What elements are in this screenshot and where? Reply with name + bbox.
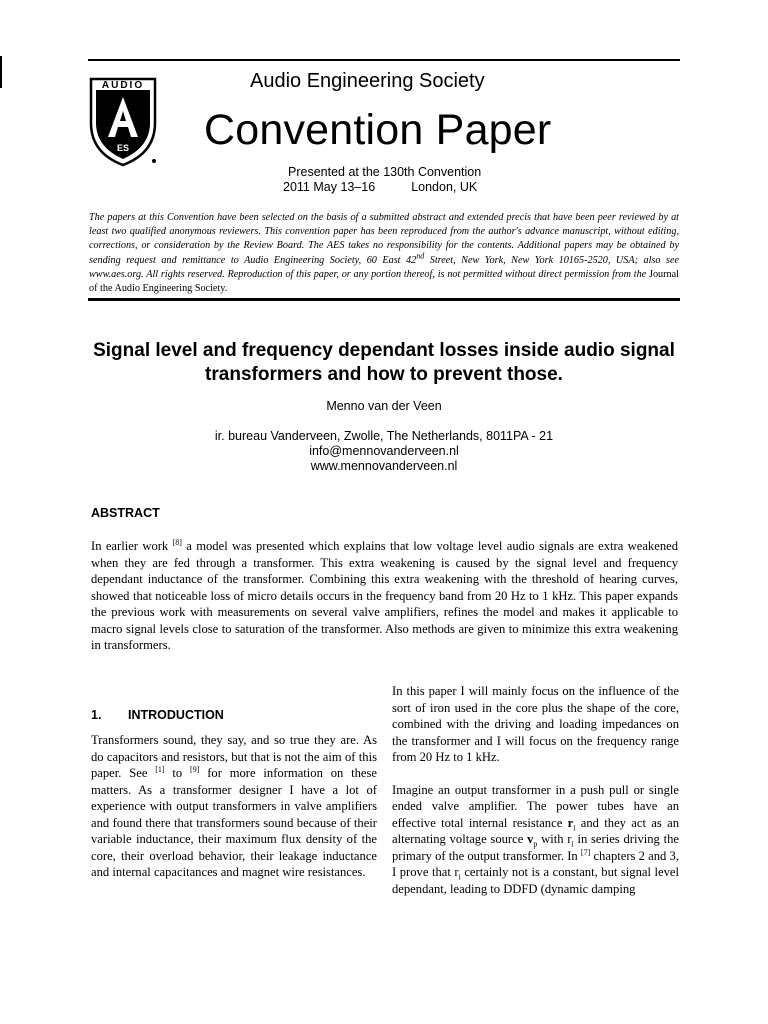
subscript-i-2: i: [571, 839, 574, 849]
section-title: INTRODUCTION: [128, 708, 224, 722]
disclaimer-text-2: Street, New York, New York 10165-2520, USA; also see www.aes.org. All rights reserved. Reproduction of this paper, or any portion thereof, is not permitted without direct permission from the: [89, 254, 679, 280]
citation-ref-9: [9]: [190, 764, 200, 774]
abstract-body: [91, 538, 678, 654]
rp2-text-e: chapters 2 and 3, I prove that r: [392, 848, 679, 879]
rp2-text-d: in series driving the primary of the output transformer. In: [392, 832, 679, 863]
citation-ref-7: [7]: [580, 847, 591, 857]
disclaimer-journal: Journal of the Audio Engineering Society.: [89, 268, 679, 295]
rp2-text-a: Imagine an output transformer in a push pull or single ended valve amplifier. The power tubes have an effective total internal resistance: [392, 782, 679, 830]
logo-text-bottom: ES: [116, 143, 130, 153]
intro-text-3: for more information on these matters. As a transformer designer I have a lot of experience with output transformers in valve amplifiers and found there that transformers sound because of their variable inductance, their maximum flux density of the core, their overload behavior, their leakage inductance and internal capacitances and magnet wire resistances.: [91, 766, 377, 879]
left-column: [91, 732, 377, 881]
convention-location: London, UK: [411, 180, 478, 194]
header-bottom-rule: [88, 298, 680, 301]
subscript-p: p: [533, 839, 538, 849]
aes-logo: [88, 75, 158, 167]
rp2-text-b: and they act as an alternating voltage source: [392, 815, 680, 846]
citation-ref-1: [1]: [155, 764, 165, 774]
right-paragraph-1: In this paper I will mainly focus on the influence of the sort of iron used in the core plus the shape of the core, combined with the driving and loading impedances on the transformer and I will focus on the frequency range from 20 Hz to 1 kHz.: [392, 684, 679, 764]
symbol-v: v: [527, 832, 534, 846]
top-rule: [88, 59, 680, 61]
citation-ref-8: [8]: [172, 537, 182, 547]
subscript-i: i: [573, 823, 576, 833]
abstract-text-1: In earlier work: [91, 539, 173, 553]
page-edge-mark: [0, 56, 2, 88]
symbol-r: r: [567, 815, 574, 830]
section-heading-introduction: [91, 708, 224, 722]
author-name: Menno van der Veen: [326, 399, 442, 413]
convention-paper-title: Convention Paper: [204, 106, 552, 154]
presented-line: Presented at the 130th Convention: [288, 165, 482, 179]
convention-date: 2011 May 13–16: [283, 180, 376, 194]
affiliation-block: [88, 429, 680, 474]
abstract-text-2: a model was presented which explains that low voltage level audio signals are extra weakened when they are fed through a transformer. This extra weakening is caused by the signal level and frequency dependant inductance of the transformer. Combining this extra weakening with the threshold of hearing curves, showed that noticeable loss of micro details occurs in the frequency band from 20 Hz to 1 kHz. This paper expands the previous work with measurements on several valve amplifiers, refines the model and makes it applicable to macro signal levels close to saturation of the transformer. Also methods are given to minimize this extra weakening in transformers.: [91, 539, 679, 652]
subscript-i-3: i: [458, 872, 461, 882]
logo-text-top: AUDIO: [101, 80, 145, 91]
paper-title: Signal level and frequency dependant losses inside audio signal transformers and how to prevent those.: [93, 340, 675, 385]
disclaimer: [89, 211, 679, 296]
intro-text-2: to: [164, 766, 191, 780]
intro-text-1: Transformers sound, they say, and so true they are. As do capacitors and resistors, but that is not the aim of this paper. See: [91, 733, 377, 780]
disclaimer-sup: nd: [416, 251, 425, 261]
abstract-heading: ABSTRACT: [91, 506, 160, 520]
society-name: Audio Engineering Society: [250, 70, 485, 92]
right-paragraph-2: [392, 782, 679, 898]
website[interactable]: www.mennovanderveen.nl: [310, 459, 458, 473]
disclaimer-text-1: The papers at this Convention have been selected on the basis of a submitted abstract and extended precis that have been peer reviewed by at least two qualified anonymous reviewers. This convention paper has been reproduced from the author's advance manuscript, without editing, corrections, or consideration by the Review Board. The AES takes no responsibility for the contents. Additional papers may be obtained by sending request and remittance to Audio Engineering Society, 60 East 42: [89, 212, 679, 266]
date-location-line: [283, 180, 477, 194]
rp2-text-f: certainly not is a constant, but signal level dependant, leading to DDFD (dynamic damping: [392, 865, 679, 896]
intro-paragraph: [91, 732, 377, 881]
section-number: 1.: [91, 708, 102, 722]
rp2-text-c: with r: [537, 832, 572, 846]
affiliation: ir. bureau Vanderveen, Zwolle, The Netherlands, 8011PA - 21: [214, 429, 554, 443]
right-column: [392, 683, 679, 913]
email[interactable]: info@mennovanderveen.nl: [309, 444, 459, 458]
